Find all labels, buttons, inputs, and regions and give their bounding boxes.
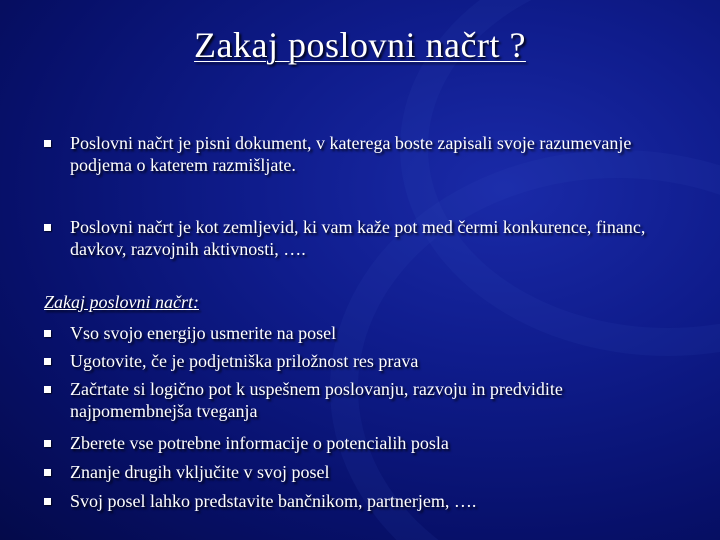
bullet-icon — [44, 330, 51, 337]
reason-item: Zberete vse potrebne informacije o potencialih posla — [70, 433, 449, 453]
slide-title: Zakaj poslovni načrt ? — [194, 25, 526, 65]
bullet-icon — [44, 440, 51, 447]
bullet-icon — [44, 469, 51, 476]
bullet-icon — [44, 224, 51, 231]
intro-item: Poslovni načrt je kot zemljevid, ki vam kaže pot med čermi konkurence, financ, davkov, razvojnih aktivnosti, …. — [70, 217, 646, 259]
bullet-icon — [44, 140, 51, 147]
bullet-icon — [44, 386, 51, 393]
reason-item: Svoj posel lahko predstavite bančnikom, partnerjem, …. — [70, 491, 477, 511]
bullet-icon — [44, 358, 51, 365]
bullet-icon — [44, 498, 51, 505]
intro-item: Poslovni načrt je pisni dokument, v katerega boste zapisali svoje razumevanje podjema o katerem razmišljate. — [70, 133, 632, 175]
reason-item: Začrtate si logično pot k uspešnem poslovanju, razvoju in predvidite najpomembnejša tveganja — [70, 379, 563, 421]
reason-item: Znanje drugih vključite v svoj posel — [70, 462, 330, 482]
reason-item: Ugotovite, če je podjetniška priložnost res prava — [70, 351, 419, 371]
reason-item: Vso svojo energijo usmerite na posel — [70, 323, 337, 343]
reasons-subheading: Zakaj poslovni načrt: — [44, 292, 199, 312]
